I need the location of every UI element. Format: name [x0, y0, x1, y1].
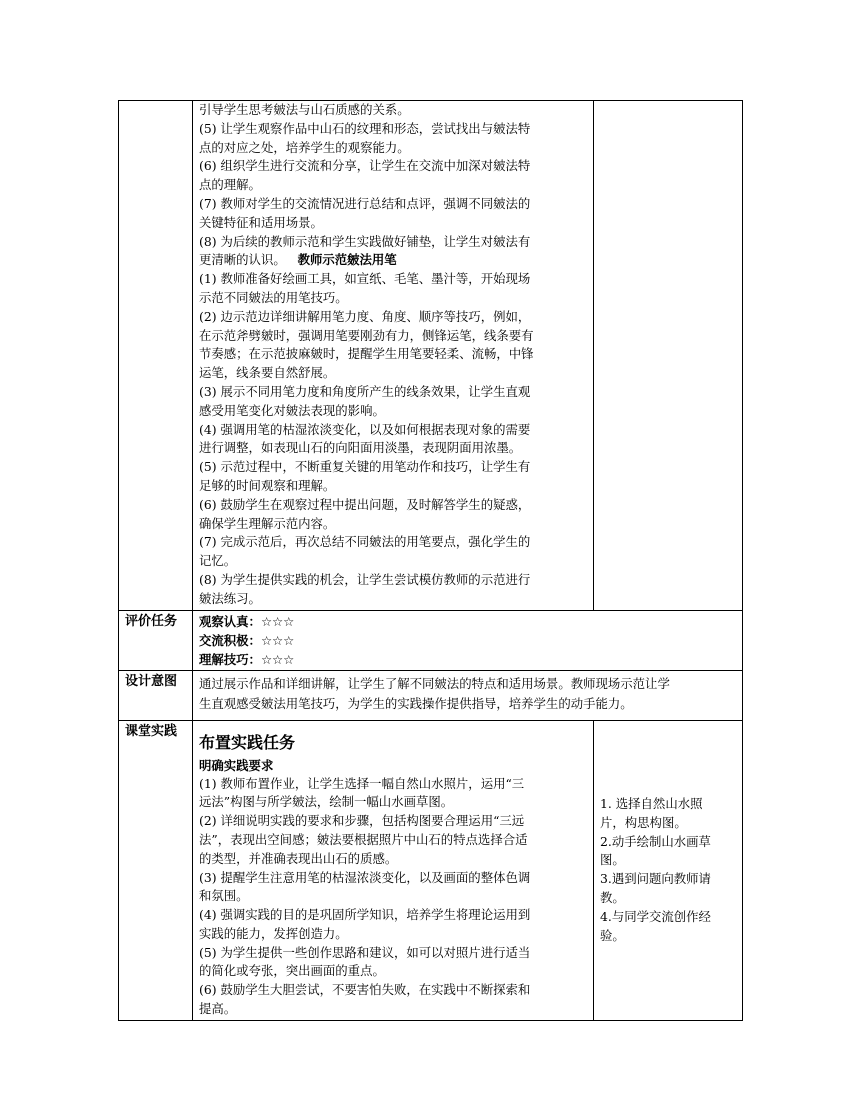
evaluation-criterion: 理解技巧：	[199, 651, 261, 667]
text-line: 足够的时间观察和理解。	[199, 477, 336, 493]
practice-content-cell	[193, 720, 594, 1020]
student-activity-line: 教。	[600, 889, 625, 905]
text-line: (7) 完成示范后，再次总结不同皴法的用笔要点，强化学生的	[199, 534, 531, 550]
evaluation-criterion: 观察认真：	[199, 613, 261, 629]
star-rating: ☆☆☆	[260, 613, 295, 629]
text-line: 皴法练习。	[199, 590, 261, 606]
text-line: 关键特征和适用场景。	[199, 214, 323, 230]
text-line: 点的理解。	[199, 177, 261, 193]
activity-mixed-text: 更清晰的认识。	[199, 252, 286, 268]
text-line: (6) 鼓励学生在观察过程中提出问题，及时解答学生的疑惑，	[199, 496, 531, 512]
activity-content-cell	[193, 101, 594, 611]
text-line: 运笔，线条要自然舒展。	[199, 365, 336, 381]
practice-subheading: 明确实践要求	[199, 757, 274, 773]
practice-heading: 布置实践任务	[199, 732, 296, 752]
student-activity-line: 1. 选择自然山水照	[600, 796, 703, 811]
evaluation-item	[199, 612, 736, 631]
text-line: 确保学生理解示范内容。	[199, 515, 336, 531]
text-line: 的类型，并准确表现出山石的质感。	[199, 850, 398, 866]
text-line: (3) 提醒学生注意用笔的枯湿浓淡变化，以及画面的整体色调	[199, 869, 531, 885]
practice-row	[119, 720, 743, 1020]
activity-side-cell	[594, 101, 743, 611]
student-activity-line: 验。	[600, 927, 625, 943]
design-cell	[193, 670, 743, 720]
text-line: (5) 示范过程中，不断重复关键的用笔动作和技巧，让学生有	[199, 459, 531, 475]
evaluation-item	[199, 631, 736, 650]
design-row	[119, 670, 743, 720]
text-line: (4) 强调实践的目的是巩固所学知识，培养学生将理论运用到	[199, 907, 531, 923]
design-line-2: 生直观感受皴法用笔技巧，为学生的实践操作提供指导，培养学生的动手能力。	[199, 695, 633, 711]
student-activity-line: 片，构思构图。	[600, 814, 687, 830]
text-line: (2) 详细说明实践的要求和步骤，包括构图要合理运用“三远	[199, 813, 525, 829]
student-activity-cell	[594, 720, 743, 1020]
text-line: 记忆。	[199, 553, 237, 569]
star-rating: ☆☆☆	[260, 651, 295, 667]
student-activity-line: 4.与同学交流创作经	[600, 908, 711, 924]
star-rating: ☆☆☆	[260, 632, 295, 648]
text-line: 在示范斧劈皴时，强调用笔要刚劲有力，侧锋运笔，线条要有	[199, 327, 534, 343]
text-line: 感受用笔变化对皴法表现的影响。	[199, 402, 385, 418]
text-line: 实践的能力，发挥创造力。	[199, 925, 348, 941]
text-line: (7) 教师对学生的交流情况进行总结和点评，强调不同皴法的	[199, 195, 531, 211]
activity-lines	[199, 101, 587, 251]
text-line: 法”，表现出空间感；皴法要根据照片中山石的特点选择合适	[199, 831, 528, 847]
text-line: 和氛围。	[199, 888, 249, 904]
text-line: (5) 为学生提供一些创作思路和建议，如可以对照片进行适当	[199, 944, 531, 960]
evaluation-row	[119, 610, 743, 670]
design-label: 设计意图	[119, 670, 193, 720]
evaluation-cell	[193, 610, 743, 670]
lesson-plan-table	[118, 100, 743, 1021]
evaluation-items	[199, 612, 736, 669]
activity-row	[119, 101, 743, 611]
text-line: (8) 为学生提供实践的机会，让学生尝试模仿教师的示范进行	[199, 571, 531, 587]
student-activity-list	[600, 795, 736, 945]
activity-mixed-line	[199, 251, 587, 270]
design-line-1: 通过展示作品和详细讲解，让学生了解不同皴法的特点和适用场景。教师现场示范让学	[199, 675, 670, 691]
text-line: (5) 让学生观察作品中山石的纹理和形态，尝试找出与皴法特	[199, 120, 531, 136]
text-line: (8) 为后续的教师示范和学生实践做好铺垫，让学生对皴法有	[199, 233, 531, 249]
text-line: 的简化或夸张，突出画面的重点。	[199, 963, 385, 979]
student-activity-line: 图。	[600, 852, 625, 868]
text-line: 进行调整，如表现山石的向阳面用淡墨，表现阴面用浓墨。	[199, 440, 522, 456]
text-line: (6) 组织学生进行交流和分享，让学生在交流中加深对皴法特	[199, 158, 531, 174]
evaluation-label: 评价任务	[119, 610, 193, 670]
activity-row-label	[119, 101, 193, 611]
text-line: 引导学生思考皴法与山石质感的关系。	[199, 102, 410, 117]
text-line: (1) 教师布置作业，让学生选择一幅自然山水照片，运用“三	[199, 775, 525, 791]
text-line: (2) 边示范边详细讲解用笔力度、角度、顺序等技巧，例如，	[199, 308, 531, 324]
student-activity-line: 2.动手绘制山水画草	[600, 833, 711, 849]
text-line: 远法”构图与所学皴法，绘制一幅山水画草图。	[199, 794, 454, 810]
text-line: 示范不同皴法的用笔技巧。	[199, 289, 348, 305]
teacher-demo-lines	[199, 270, 587, 608]
text-line: (1) 教师准备好绘画工具，如宣纸、毛笔、墨汁等，开始现场	[199, 271, 531, 287]
practice-lines	[199, 775, 587, 1019]
teacher-demo-heading: 教师示范皴法用笔	[297, 252, 397, 268]
text-line: 点的对应之处，培养学生的观察能力。	[199, 139, 410, 155]
text-line: (3) 展示不同用笔力度和角度所产生的线条效果，让学生直观	[199, 383, 531, 399]
text-line: (6) 鼓励学生大胆尝试，不要害怕失败，在实践中不断探索和	[199, 982, 531, 998]
text-line: (4) 强调用笔的枯湿浓淡变化，以及如何根据表现对象的需要	[199, 421, 531, 437]
text-line: 节奏感；在示范披麻皴时，提醒学生用笔要轻柔、流畅，中锋	[199, 346, 534, 362]
practice-label: 课堂实践	[119, 720, 193, 1020]
evaluation-item	[199, 650, 736, 669]
student-activity-line: 3.遇到问题向教师请	[600, 871, 711, 887]
text-line: 提高。	[199, 1001, 237, 1017]
evaluation-criterion: 交流积极：	[199, 632, 261, 648]
